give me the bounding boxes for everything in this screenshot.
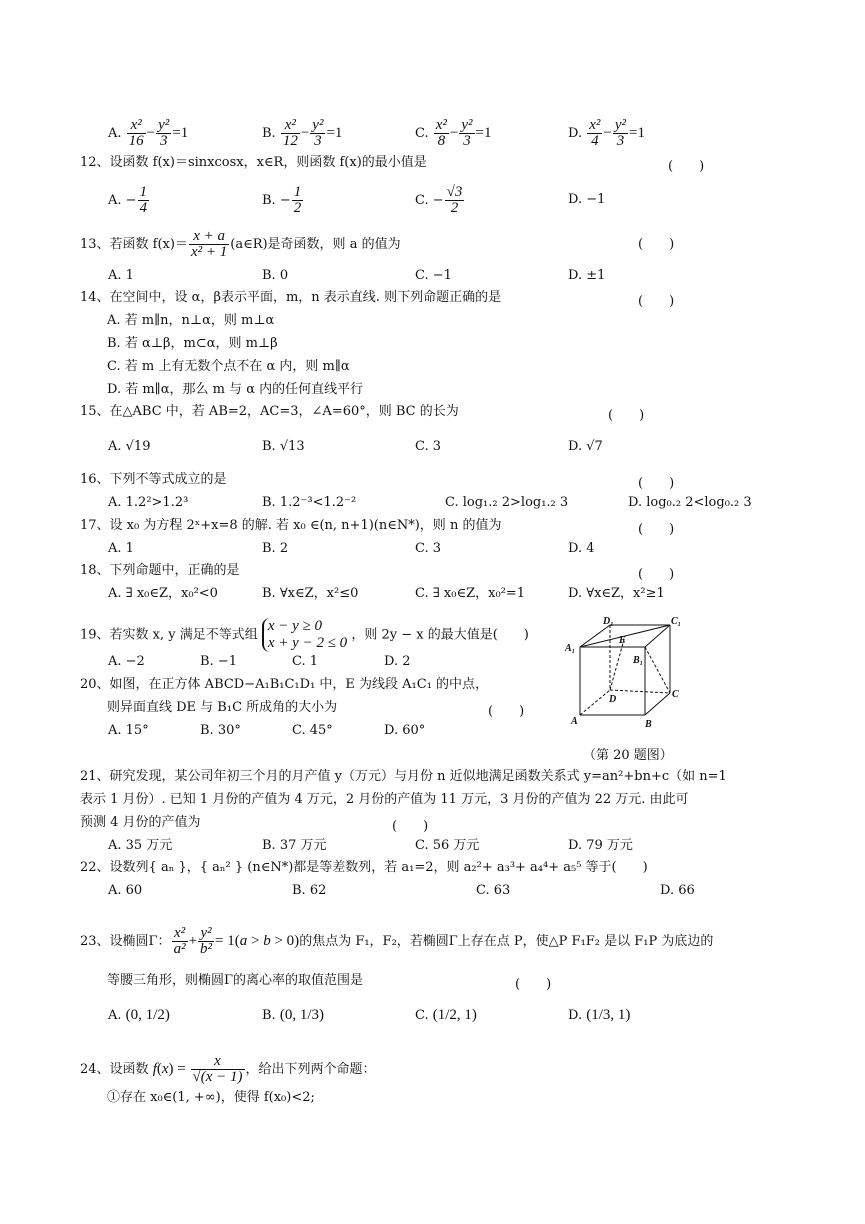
q21-line1: 21、研究发现，某公司年初三个月的月产值 y（万元）与月份 n 近似地满足函数关系式 y=an²+bn+c（如 n=1 <box>80 769 727 784</box>
q18-answer-paren: ( ) <box>638 567 675 582</box>
q20-option-d: D. 60° <box>384 723 426 738</box>
option-label: A. <box>108 125 122 141</box>
q21-option-c: C. 56 万元 <box>415 838 480 853</box>
q12-option-d: D. −1 <box>568 192 606 207</box>
q20-option-a: A. 15° <box>108 723 149 738</box>
q15-option-c: C. 3 <box>415 439 442 454</box>
q17-option-c: C. 3 <box>415 541 442 556</box>
label-C: C <box>672 689 679 700</box>
q22-option-b: B. 62 <box>292 883 327 898</box>
q13-stem: 13、若函数 f(x)＝ $\frac{x + a}{\text{x² + 1}}$ (a∈R)是奇函数，则 a 的值为 <box>80 228 401 260</box>
q24-stem: 24、设函数 f(x) = $\frac{x}{√(x - 1)}$ ，给出下列两个命题： <box>80 1053 376 1085</box>
q19-option-c: C. 1 <box>292 654 319 669</box>
q13-option-d: D. ±1 <box>568 268 606 283</box>
q15-stem: 15、在△ABC 中，若 AB=2，AC=3，∠A=60°，则 BC 的长为 <box>80 404 459 419</box>
q23-option-b: B. (0, 1/3) <box>262 1007 324 1023</box>
q21-option-a: A. 35 万元 <box>108 838 173 853</box>
q24-statement-1: ①存在 x₀∈(1, +∞)，使得 f(x₀)<2; <box>107 1090 315 1105</box>
q17-option-b: B. 2 <box>262 541 289 556</box>
q20-line1: 20、如图，在正方体 ABCD−A₁B₁C₁D₁ 中，E 为线段 A₁C₁ 的中点， <box>80 677 489 692</box>
q13-option-a: A. 1 <box>108 268 134 283</box>
label-D1: D₁ <box>603 616 614 627</box>
q19-stem: 19、若实数 x, y 满足不等式组 x − y ≥ 0 x + y − 2 ≤ 0 ，则 2y − x 的最大值是( ) <box>80 618 529 651</box>
label-E: E <box>619 635 626 646</box>
q15-option-a: A. √19 <box>108 439 151 454</box>
q23-option-c: C. (1/2, 1) <box>415 1007 477 1023</box>
q18-option-c: C. ∃ x₀∈Z，x₀²=1 <box>415 586 526 601</box>
label-C1: C₁ <box>671 616 682 627</box>
q20-option-b: B. 30° <box>200 723 241 738</box>
q17-option-a: A. 1 <box>108 541 134 556</box>
q20-line2: 则异面直线 DE 与 B₁C 所成角的大小为 <box>107 700 338 715</box>
q15-answer-paren: ( ) <box>608 408 645 423</box>
q23-answer-paren: ( ) <box>515 977 552 992</box>
q16-option-c: C. log₁.₂ 2>log₁.₂ 3 <box>445 495 569 510</box>
q12-stem: 12、设函数 f(x)＝sinxcosx，x∈R，则函数 f(x)的最小值是 <box>80 155 427 170</box>
label-D: D <box>609 694 617 705</box>
q14-option-c: C. 若 m 上有无数个点不在 α 内，则 m∥α <box>107 359 350 374</box>
q12-option-b: B. − $\frac{1}{2}$ <box>262 184 302 216</box>
q14-option-a: A. 若 m∥n，n⊥α，则 m⊥α <box>107 313 275 328</box>
q23-option-a: A. (0, 1/2) <box>108 1007 170 1023</box>
q13-option-b: B. 0 <box>262 268 289 283</box>
label-B: B <box>645 719 652 730</box>
q18-option-b: B. ∀x∈Z，x²≤0 <box>262 586 359 601</box>
q21-line3: 预测 4 月份的产值为 <box>80 815 201 830</box>
q23-line2: 等腰三角形，则椭圆Γ的离心率的取值范围是 <box>107 973 364 988</box>
q12-option-a: A. − $\frac{1}{4}$ <box>108 184 148 216</box>
q21-option-d: D. 79 万元 <box>568 838 633 853</box>
q16-option-b: B. 1.2⁻³<1.2⁻² <box>262 495 357 510</box>
q14-option-b: B. 若 α⊥β，m⊂α，则 m⊥β <box>107 336 278 351</box>
q11-option-c: C. $\frac{\text{x²}}{8}$ − $\frac{\text{y²}}{3}$ =1 <box>415 117 492 149</box>
q13-answer-paren: ( ) <box>638 237 675 252</box>
label-A1: A₁ <box>565 643 576 654</box>
q16-option-a: A. 1.2²>1.2³ <box>108 495 189 510</box>
q12-answer-paren: ( ) <box>668 159 705 174</box>
cube-figure <box>565 615 695 730</box>
q16-answer-paren: ( ) <box>638 476 675 491</box>
q21-option-b: B. 37 万元 <box>262 838 327 853</box>
q15-option-b: B. √13 <box>262 439 305 454</box>
q17-option-d: D. 4 <box>568 541 595 556</box>
q18-option-a: A. ∃ x₀∈Z，x₀²<0 <box>108 586 218 601</box>
q23-option-d: D. (1/3, 1) <box>568 1007 631 1023</box>
q22-option-d: D. 66 <box>660 883 695 898</box>
q23-stem: 23、设椭圆Γ： $\frac{\text{x²}}{\text{a²}}$ + $\frac{\text{y²}}{\text{b²}}$ = 1(a > b > 0)的焦点为 F₁，F₂，若椭圆Γ上存在点 P，使△P F₁F₂ 是以 F₁P 为底边的 <box>80 925 714 957</box>
q13-option-c: C. −1 <box>415 268 452 283</box>
inequality-system: x − y ≥ 0 x + y − 2 ≤ 0 <box>262 618 347 652</box>
q21-answer-paren: ( ) <box>392 819 429 834</box>
q17-answer-paren: ( ) <box>638 522 675 537</box>
q19-option-d: D. 2 <box>384 654 411 669</box>
q22-option-a: A. 60 <box>108 883 143 898</box>
q14-option-d: D. 若 m∥α，那么 m 与 α 内的任何直线平行 <box>107 382 364 397</box>
label-A: A <box>571 716 578 727</box>
q20-answer-paren: ( ) <box>488 704 525 719</box>
q18-option-d: D. ∀x∈Z，x²≥1 <box>568 586 665 601</box>
q11-option-d: D. $\frac{\text{x²}}{4}$ − $\frac{\text{y²}}{3}$ =1 <box>568 117 645 149</box>
q11-option-a: A. $\frac{\text{x²}}{16}$ − $\frac{\text{y²}}{3}$ =1 <box>108 117 189 149</box>
q11-option-b: B. $\frac{\text{x²}}{12}$ − $\frac{\text{y²}}{3}$ =1 <box>262 117 343 149</box>
q19-option-a: A. −2 <box>108 654 145 669</box>
q22-option-c: C. 63 <box>476 883 511 898</box>
fraction: $\frac{\text{x²}}{16}$ <box>128 117 144 149</box>
q22-stem: 22、设数列{ aₙ }，{ aₙ² } (n∈N*)都是等差数列，若 a₁=2，则 a₂²+ a₃³+ a₄⁴+ a₅⁵ 等于( ) <box>80 860 648 875</box>
q14-answer-paren: ( ) <box>638 294 675 309</box>
q18-stem: 18、下列命题中，正确的是 <box>80 563 240 578</box>
q17-stem: 17、设 x₀ 为方程 2ˣ+x=8 的解. 若 x₀ ∈(n, n+1)(n∈N*)，则 n 的值为 <box>80 518 502 533</box>
q19-option-b: B. −1 <box>200 654 237 669</box>
q21-line2: 表示 1 月份）. 已知 1 月份的产值为 4 万元，2 月份的产值为 11 万元，3 月份的产值为 22 万元. 由此可 <box>80 792 689 807</box>
q12-option-c: C. − $\frac{√3}{2}$ <box>415 184 463 216</box>
q14-stem: 14、在空间中，设 α，β表示平面，m，n 表示直线. 则下列命题正确的是 <box>80 290 502 305</box>
q15-option-d: D. √7 <box>568 439 603 454</box>
figure-caption: （第 20 题图） <box>583 748 673 763</box>
q16-stem: 16、下列不等式成立的是 <box>80 472 227 487</box>
q20-option-c: C. 45° <box>292 723 333 738</box>
q16-option-d: D. log₀.₂ 2<log₀.₂ 3 <box>628 495 752 510</box>
label-B1: B₁ <box>633 655 644 666</box>
